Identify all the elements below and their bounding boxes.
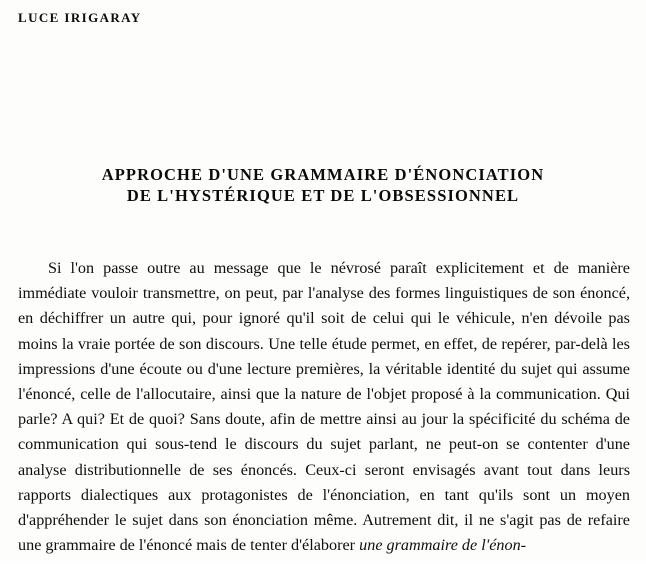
body-text — [18, 256, 630, 558]
article-title-line-1: APPROCHE D'UNE GRAMMAIRE D'ÉNONCIATION — [101, 165, 545, 184]
paragraph-1-text: Si l'on passe outre au message que le névrosé paraît explicitement et de manière immédiate vouloir transmettre, on peut, par l'analyse des formes linguistiques de son énoncé, en déchiffrer un autre qui, pour ignoré qu'il soit de celui qui le véhicule, n'en dévoile pas moins la vraie portée de son discours. Une telle étude permet, en effet, de repérer, par-delà les impressions d'une écoute ou d'une lecture premières, la véritable identité du sujet qui assume l'énoncé, celle de l'allocutaire, ainsi que la nature de l'objet proposé à la communication. Qui parle? A qui? Et de quoi? Sans doute, afin de mettre ainsi au jour la spécificité du schéma de communication qui sous-tend le discours du sujet parlant, ne peut-on se contenter d'une analyse distributionnelle de ses énoncés. Ceux-ci seront envisagés avant tout dans leurs rapports dialectiques aux protagonistes de l'énonciation, en tant qu'ils sont un moyen d'appréhender le sujet dans son énonciation même. Autrement dit, il ne s'agit pas de refaire une grammaire de l'énoncé mais de tenter d'élaborer — [18, 259, 630, 555]
paragraph-1 — [18, 256, 630, 558]
article-title-line-2: DE L'HYSTÉRIQUE ET DE L'OBSESSIONNEL — [126, 186, 520, 205]
paragraph-1-italic-phrase: une grammaire de l'énon- — [359, 536, 527, 555]
page-bottom-fade — [0, 558, 646, 564]
article-title — [0, 164, 646, 206]
running-head: LUCE IRIGARAY — [18, 10, 142, 25]
